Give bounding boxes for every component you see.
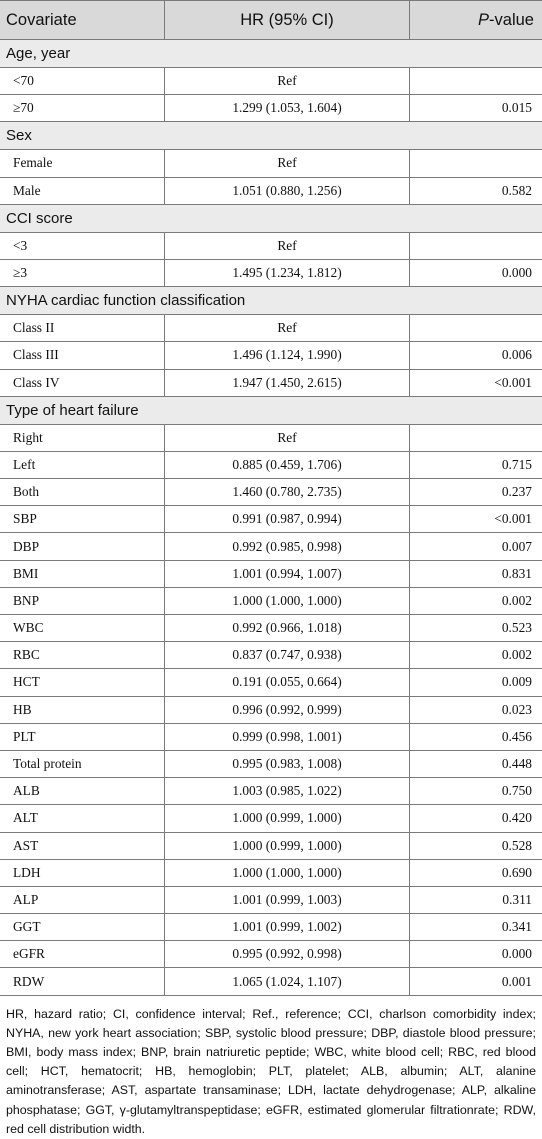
covariate-cell: Both [0, 479, 165, 505]
covariate-cell: Class III [0, 342, 165, 368]
p-value-cell [410, 233, 542, 259]
covariate-cell: SBP [0, 506, 165, 532]
hr-cell: 0.992 (0.985, 0.998) [165, 533, 410, 559]
hr-cell: Ref [165, 315, 410, 341]
group-header-row [0, 205, 542, 233]
hr-cell: 0.837 (0.747, 0.938) [165, 642, 410, 668]
table-row [0, 941, 542, 968]
table-body [0, 40, 542, 996]
covariate-cell: RDW [0, 968, 165, 994]
p-value-cell: 0.690 [501, 864, 532, 880]
covariate-cell: AST [0, 833, 165, 859]
covariate-cell: Female [0, 150, 165, 176]
p-value-cell: 0.015 [501, 100, 532, 116]
covariate-cell: Class II [0, 315, 165, 341]
hr-cell: 1.000 (1.000, 1.000) [165, 588, 410, 614]
table-row [0, 506, 542, 533]
covariate-cell: HCT [0, 669, 165, 695]
p-value-cell: 0.456 [501, 728, 532, 744]
covariate-cell: ALT [0, 805, 165, 831]
table-row [0, 778, 542, 805]
covariate-cell: DBP [0, 533, 165, 559]
p-value-cell [410, 425, 542, 451]
p-value-cell: 0.341 [501, 919, 532, 935]
hr-cell: 1.003 (0.985, 1.022) [165, 778, 410, 804]
hr-cell: Ref [165, 233, 410, 259]
group-title: Sex [6, 127, 32, 145]
covariate-cell: Left [0, 452, 165, 478]
hr-cell: Ref [165, 425, 410, 451]
p-value-cell: 0.420 [501, 810, 532, 826]
table-row [0, 315, 542, 342]
p-value-cell: 0.006 [501, 347, 532, 363]
table-header [0, 1, 542, 40]
table-row [0, 724, 542, 751]
table-row [0, 887, 542, 914]
p-value-cell: 0.528 [501, 837, 532, 853]
p-value-cell: 0.831 [501, 565, 532, 581]
table-row [0, 588, 542, 615]
p-value-cell: 0.237 [501, 484, 532, 500]
hr-cell: 1.051 (0.880, 1.256) [165, 178, 410, 204]
table-row [0, 370, 542, 397]
table-row [0, 697, 542, 724]
table-row [0, 669, 542, 696]
hr-cell: Ref [165, 150, 410, 176]
p-value-cell: 0.715 [501, 456, 532, 472]
header-p-italic: P [478, 10, 490, 29]
covariate-cell: Male [0, 178, 165, 204]
covariate-cell: ≥70 [0, 95, 165, 121]
header-hr: HR (95% CI) [165, 1, 410, 39]
group-title: CCI score [6, 209, 73, 227]
group-header-row [0, 40, 542, 68]
p-value-cell: 0.448 [501, 756, 532, 772]
table-row [0, 615, 542, 642]
header-p-value [410, 1, 542, 39]
covariate-cell: RBC [0, 642, 165, 668]
table-footnote: HR, hazard ratio; CI, confidence interval; Ref., reference; CCI, charlson comorbidity index; NYHA, new york heart association; SBP, systolic blood pressure; DBP, diastole blood pressure; BMI, body mass index; BNP, brain natriuretic peptide; WBC, white blood cell; RBC, red blood cell; HCT, hematocrit; HB, hemoglobin; PLT, platelet; ALB, albumin; ALT, alanine aminotransferase; AST, aspartate transaminase; LDH, lactate dehydrogenase; ALP, alkaline phosphatase; GGT, γ-glutamyltranspeptidase; eGFR, estimated glomerular filtrationrate; RDW, red cell distribution width. [6, 1006, 536, 1136]
header-p-suffix: -value [489, 10, 534, 29]
table-row [0, 178, 542, 205]
covariate-cell: Total protein [0, 751, 165, 777]
p-value-cell: <0.001 [494, 511, 532, 527]
table-row [0, 479, 542, 506]
covariate-cell: ALP [0, 887, 165, 913]
group-header-row [0, 397, 542, 425]
p-value-cell: <0.001 [494, 374, 532, 390]
covariate-cell: BMI [0, 561, 165, 587]
hr-cell: 1.496 (1.124, 1.990) [165, 342, 410, 368]
p-value-cell: 0.023 [501, 701, 532, 717]
hr-cell: 1.001 (0.994, 1.007) [165, 561, 410, 587]
hr-cell: 1.947 (1.450, 2.615) [165, 370, 410, 396]
covariate-cell: PLT [0, 724, 165, 750]
p-value-cell: 0.523 [501, 620, 532, 636]
covariate-cell: <3 [0, 233, 165, 259]
group-title: NYHA cardiac function classification [6, 292, 246, 310]
covariate-cell: eGFR [0, 941, 165, 967]
p-value-cell: 0.001 [501, 973, 532, 989]
table-row [0, 833, 542, 860]
hr-cell: 1.000 (0.999, 1.000) [165, 805, 410, 831]
table-row [0, 342, 542, 369]
hr-cell: 1.495 (1.234, 1.812) [165, 260, 410, 286]
p-value-cell [410, 315, 542, 341]
table-row [0, 751, 542, 778]
hr-cell: 1.065 (1.024, 1.107) [165, 968, 410, 994]
hr-cell: 1.001 (0.999, 1.002) [165, 914, 410, 940]
p-value-cell: 0.002 [501, 647, 532, 663]
hr-cell: 0.999 (0.998, 1.001) [165, 724, 410, 750]
hr-cell: 0.995 (0.992, 0.998) [165, 941, 410, 967]
p-value-cell: 0.582 [501, 182, 532, 198]
header-covariate: Covariate [0, 1, 165, 39]
covariate-cell: ≥3 [0, 260, 165, 286]
table-row [0, 561, 542, 588]
hr-cell: 0.885 (0.459, 1.706) [165, 452, 410, 478]
table-row [0, 805, 542, 832]
p-value-cell: 0.000 [501, 946, 532, 962]
p-value-cell: 0.002 [501, 592, 532, 608]
table-row [0, 968, 542, 995]
covariate-cell: WBC [0, 615, 165, 641]
table-row [0, 233, 542, 260]
table-row [0, 642, 542, 669]
covariate-cell: GGT [0, 914, 165, 940]
covariate-cell: <70 [0, 68, 165, 94]
hr-cell: 0.191 (0.055, 0.664) [165, 669, 410, 695]
p-value-cell: 0.000 [501, 265, 532, 281]
hr-cell: Ref [165, 68, 410, 94]
hr-cell: 1.000 (0.999, 1.000) [165, 833, 410, 859]
p-value-cell: 0.009 [501, 674, 532, 690]
group-header-row [0, 287, 542, 315]
p-value-cell: 0.007 [501, 538, 532, 554]
table-row [0, 860, 542, 887]
p-value-cell: 0.311 [502, 891, 532, 907]
table-row [0, 68, 542, 95]
group-title: Type of heart failure [6, 401, 139, 419]
table-row [0, 533, 542, 560]
p-value-cell: 0.750 [501, 783, 532, 799]
p-value-cell [410, 150, 542, 176]
group-title: Age, year [6, 45, 71, 62]
covariate-cell: Right [0, 425, 165, 451]
hr-cell: 1.001 (0.999, 1.003) [165, 887, 410, 913]
covariate-cell: LDH [0, 860, 165, 886]
covariate-cell: BNP [0, 588, 165, 614]
group-header-row [0, 122, 542, 150]
table-row [0, 452, 542, 479]
hr-cell: 1.000 (1.000, 1.000) [165, 860, 410, 886]
covariate-cell: HB [0, 697, 165, 723]
table-row [0, 150, 542, 177]
covariate-cell: ALB [0, 778, 165, 804]
hr-cell: 1.299 (1.053, 1.604) [165, 95, 410, 121]
hr-cell: 0.992 (0.966, 1.018) [165, 615, 410, 641]
hr-cell: 0.995 (0.983, 1.008) [165, 751, 410, 777]
table-row [0, 914, 542, 941]
hr-cell: 1.460 (0.780, 2.735) [165, 479, 410, 505]
table-row [0, 425, 542, 452]
table-row [0, 260, 542, 287]
hr-cell: 0.996 (0.992, 0.999) [165, 697, 410, 723]
covariate-cell: Class IV [0, 370, 165, 396]
p-value-cell [410, 68, 542, 94]
hr-cell: 0.991 (0.987, 0.994) [165, 506, 410, 532]
table-row [0, 95, 542, 122]
